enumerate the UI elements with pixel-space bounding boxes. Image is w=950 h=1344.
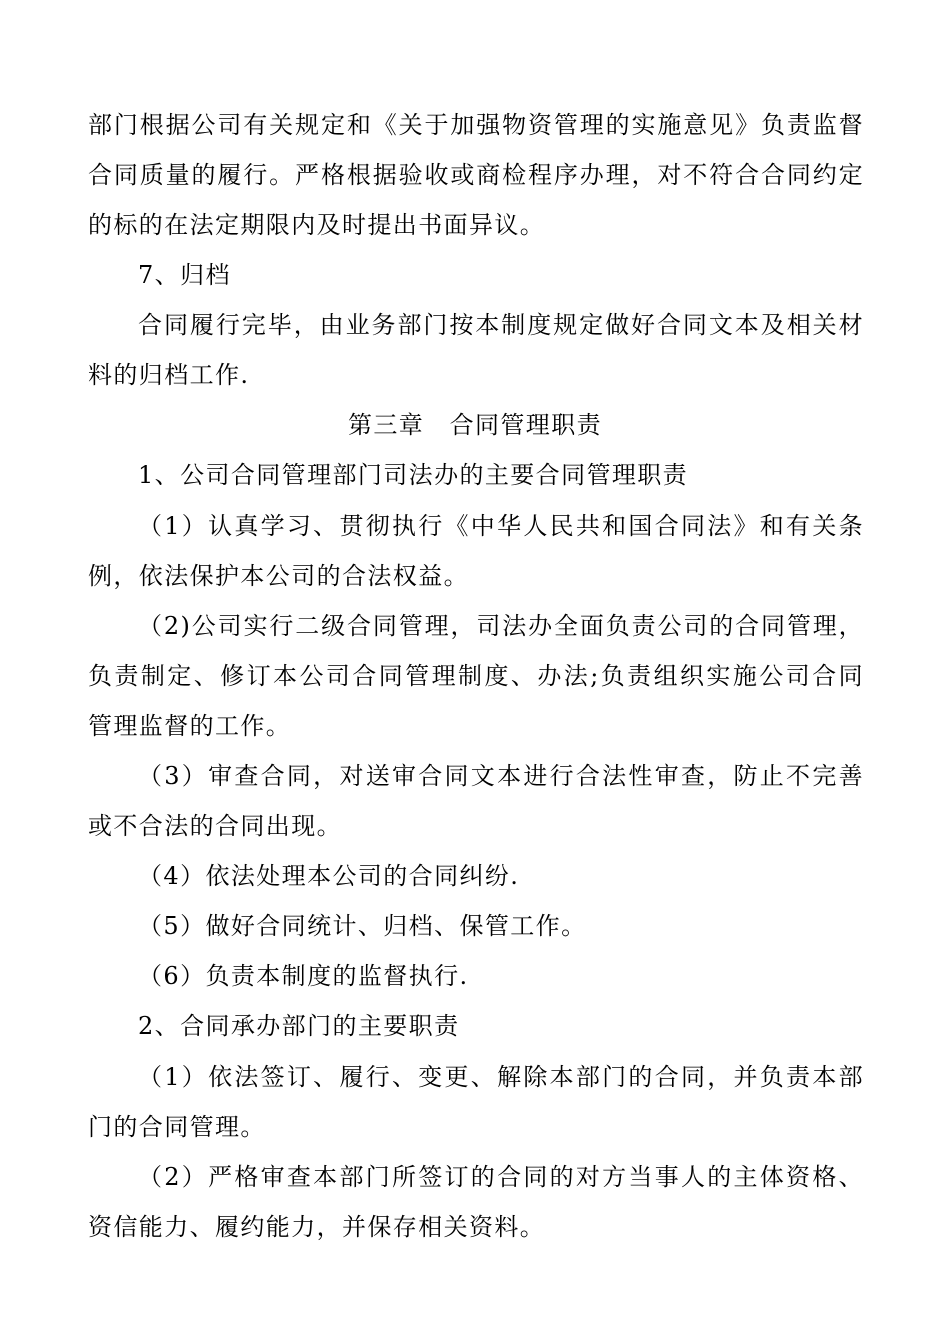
paragraph-line: （5）做好合同统计、归档、保管工作。	[138, 912, 587, 940]
paragraph-line: 合同质量的履行。严格根据验收或商检程序办理，对不符合合同约定	[88, 161, 864, 189]
paragraph-line: 部门根据公司有关规定和《关于加强物资管理的实施意见》负责监督	[88, 111, 864, 139]
paragraph-line: 例，依法保护本公司的合法权益。	[88, 562, 469, 590]
section-heading: 7、归档	[138, 261, 231, 289]
paragraph-line: 或不合法的合同出现。	[88, 812, 342, 840]
section-heading: 1、公司合同管理部门司法办的主要合同管理职责	[138, 461, 689, 489]
paragraph-line: 料的归档工作.	[88, 361, 250, 389]
paragraph-line: （1）认真学习、贯彻执行《中华人民共和国合同法》和有关条	[138, 512, 864, 540]
paragraph-line: （1）依法签订、履行、变更、解除本部门的合同，并负责本部	[138, 1063, 864, 1091]
paragraph-line: 资信能力、履约能力，并保存相关资料。	[88, 1213, 546, 1241]
paragraph-line: 门的合同管理。	[88, 1113, 266, 1141]
paragraph-line: 的标的在法定期限内及时提出书面异议。	[88, 211, 546, 239]
paragraph-line: 负责制定、修订本公司合同管理制度、办法;负责组织实施公司合同	[88, 662, 864, 690]
paragraph-line: （3）审查合同，对送审合同文本进行合法性审查，防止不完善	[138, 762, 864, 790]
section-heading: 2、合同承办部门的主要职责	[138, 1012, 460, 1040]
paragraph-line: （6）负责本制度的监督执行.	[138, 962, 469, 990]
paragraph-line: （2）严格审查本部门所签订的合同的对方当事人的主体资格、	[138, 1163, 864, 1191]
paragraph-line: 合同履行完毕，由业务部门按本制度规定做好合同文本及相关材	[138, 311, 864, 339]
paragraph-line: （4）依法处理本公司的合同纠纷.	[138, 862, 520, 890]
paragraph-line: （2)公司实行二级合同管理，司法办全面负责公司的合同管理，	[138, 612, 864, 640]
paragraph-line: 管理监督的工作。	[88, 712, 292, 740]
chapter-title: 第三章 合同管理职责	[348, 411, 602, 439]
